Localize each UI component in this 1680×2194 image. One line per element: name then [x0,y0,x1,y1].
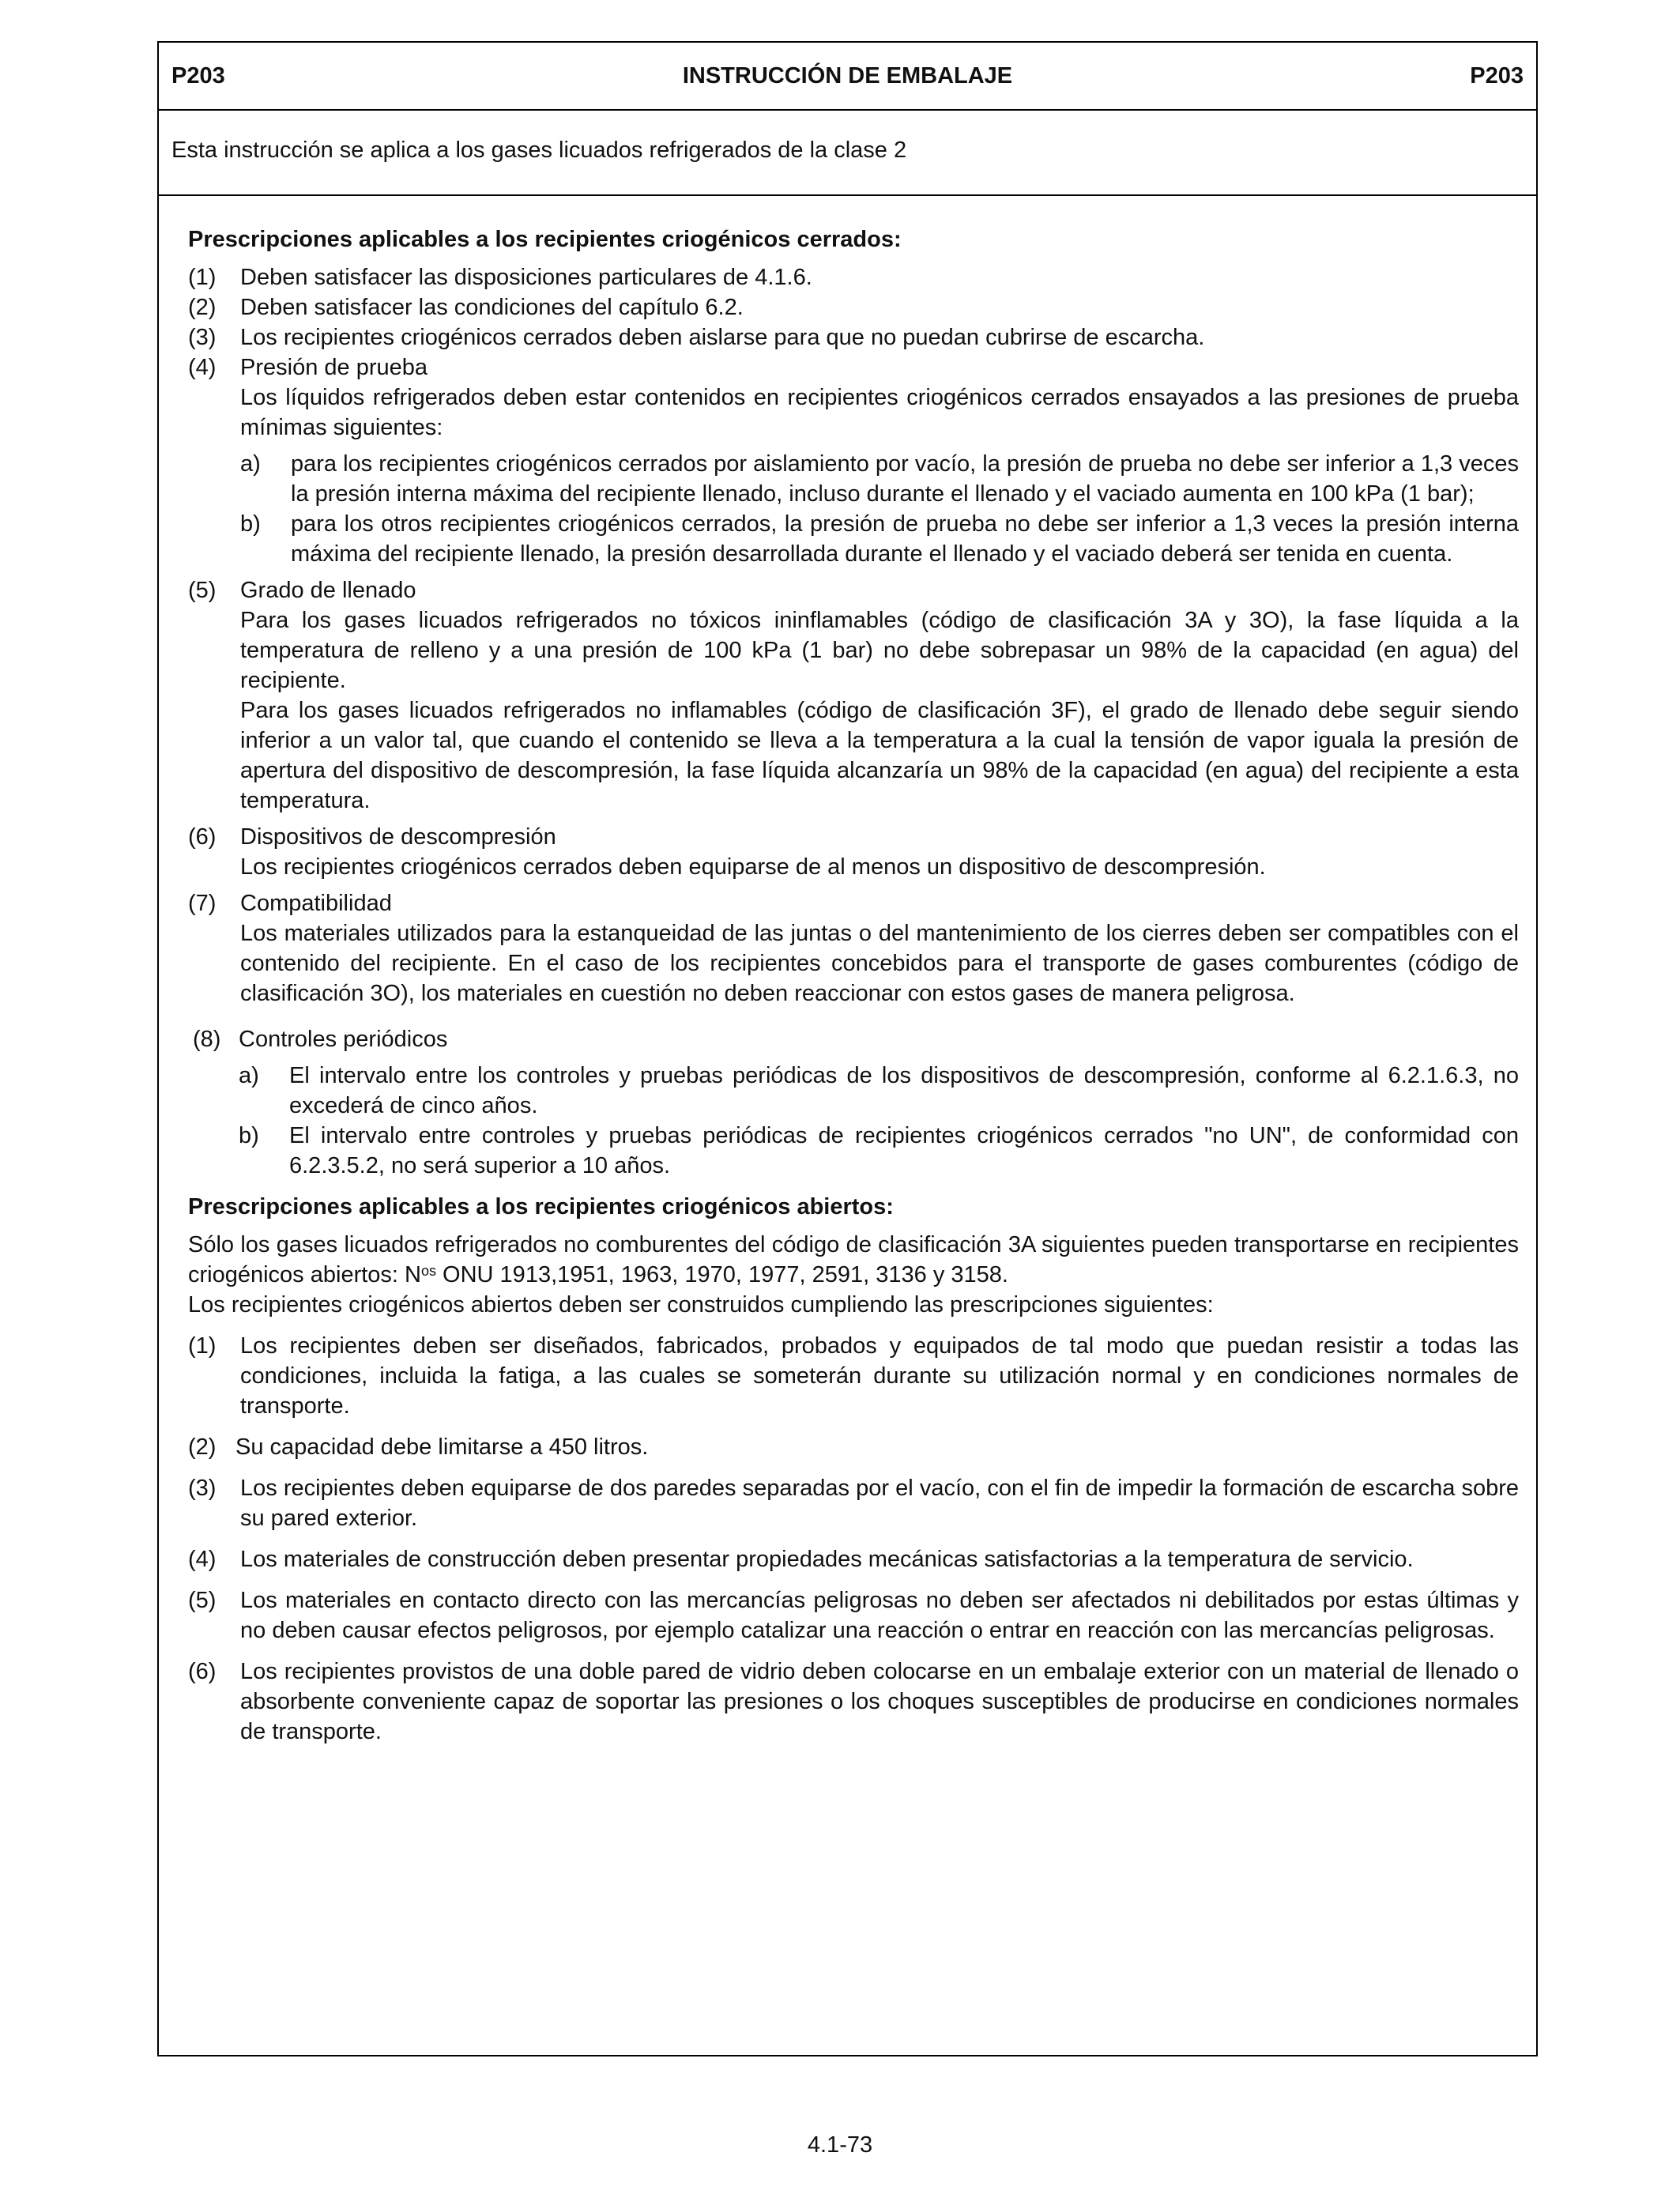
item-number: (5) [188,1588,217,1613]
item-number: (1) [188,265,217,290]
item-number: (1) [188,1333,217,1359]
sub-text: para los recipientes criogénicos cerrados por aislamiento por vacío, la presión de prueba no debe ser inferior a 1,3 veces la presión interna máxima del recipiente llenado, incluso durante el llenado y el vaciado aumenta en 100 kPa (1 bar); [291,451,1519,507]
item-title: Presión de prueba [240,355,428,380]
closed-item-6 [188,822,1519,882]
item-text: Deben satisfacer las disposiciones particulares de 4.1.6. [240,265,812,290]
sub-letter: a) [239,1063,259,1088]
sub-item-b [240,509,1519,569]
item-number: (4) [188,1547,217,1572]
open-intro-b: ONU 1913,1951, 1963, 1970, 1977, 2591, 3136 y 3158. [436,1262,1008,1287]
closed-item-5 [188,575,1519,816]
item-number: (5) [188,578,217,603]
closed-item-2 [188,292,1519,322]
item-number: (7) [188,891,217,916]
item-number: (8) [193,1027,221,1052]
sub-item-b [239,1121,1519,1181]
item-number: (3) [188,1476,217,1501]
open-lead: Los recipientes criogénicos abiertos deben ser construidos cumpliendo las prescripciones siguientes: [188,1292,1214,1318]
open-item-4 [188,1544,1519,1574]
sub-letter: a) [240,451,261,477]
item-number: (4) [188,355,217,380]
closed-item-3 [188,322,1519,352]
item-text: Los recipientes criogénicos cerrados deben equiparse de al menos un dispositivo de descompresión. [240,854,1266,880]
open-item-2 [188,1432,1519,1462]
item-paragraph-1: Para los gases licuados refrigerados no tóxicos ininflamables (código de clasificación 3A y 3O), la fase líquida a la temperatura de relleno y a una presión de 100 kPa (1 bar) no debe sobrepasar un 98% de la capacidad (en agua) del recipiente. [240,608,1519,693]
sub-text: El intervalo entre controles y pruebas periódicas de recipientes criogénicos cerrados "no UN", de conformidad con 6.2.3.5.2, no será superior a 10 años. [289,1123,1519,1178]
item-number: (2) [188,295,217,320]
table-content [159,196,1536,1747]
closed-item-4 [188,352,1519,569]
closed-item-8 [188,1024,1519,1181]
item-text: Los recipientes deben equiparse de dos paredes separadas por el vacío, con el fin de impedir la formación de escarcha sobre su pared exterior. [240,1476,1519,1531]
open-intro-a: Sólo los gases licuados refrigerados no comburentes del código de clasificación 3A siguientes pueden transportarse en recipientes criogénicos abiertos: N [188,1232,1519,1287]
item-title: Compatibilidad [240,891,392,916]
open-item-6 [188,1657,1519,1747]
table-header [159,43,1536,111]
item-text: Los materiales utilizados para la estanqueidad de las juntas o del mantenimiento de los cierres deben ser compatibles con el contenido del recipiente. En el caso de los recipientes concebidos para el transporte de gases comburentes (código de clasificación 3O), los materiales en cuestión no deben reaccionar con estos gases de manera peligrosa. [240,921,1519,1006]
item-number: (3) [188,325,217,350]
header-code-left: P203 [171,63,225,89]
item-text: Su capacidad debe limitarse a 450 litros. [235,1434,649,1460]
sub-letter: b) [240,511,261,537]
open-intro [188,1230,1519,1290]
item-text: Los materiales en contacto directo con las mercancías peligrosas no deben ser afectados ni debilitados por estas últimas y no deben causar efectos peligrosos, por ejemplo catalizar una reacción o entrar en reacción con las mercancías peligrosas. [240,1588,1519,1643]
sub-text: para los otros recipientes criogénicos cerrados, la presión de prueba no debe ser inferior a 1,3 veces la presión interna máxima del recipiente llenado, la presión desarrollada durante el llenado y el vaciado deberá ser tenida en cuenta. [291,511,1519,567]
closed-item-1 [188,262,1519,292]
item-paragraph-2: Para los gases licuados refrigerados no inflamables (código de clasificación 3F), el grado de llenado debe seguir siendo inferior a un valor tal, que cuando el contenido se lleva a la temperatura a la cual la tensión de vapor iguala la presión de apertura del dispositivo de descompresión, la fase líquida alcanzaría un 98% de la capacidad (en agua) del recipiente a esta temperatura. [240,698,1519,813]
sub-item-a [239,1061,1519,1121]
item-text: Los recipientes deben ser diseñados, fabricados, probados y equipados de tal modo que puedan resistir a todas las condiciones, incluida la fatiga, a las cuales se someterán durante su utilización normal y en condiciones normales de transporte. [240,1333,1519,1419]
item-number: (6) [188,824,217,850]
item-text: Los líquidos refrigerados deben estar contenidos en recipientes criogénicos cerrados ensayados a las presiones de prueba mínimas siguientes: [240,385,1519,440]
header-code-right: P203 [1470,63,1524,89]
packing-instruction-table [157,41,1538,2056]
open-item-3 [188,1473,1519,1533]
item-number: (6) [188,1659,217,1684]
header-title: INSTRUCCIÓN DE EMBALAJE [682,63,1013,89]
item-title: Grado de llenado [240,578,416,603]
item-title: Controles periódicos [239,1027,448,1052]
item-title: Dispositivos de descompresión [240,824,556,850]
item-text: Los materiales de construcción deben presentar propiedades mecánicas satisfactorias a la temperatura de servicio. [240,1547,1414,1572]
sub-letter: b) [239,1123,259,1148]
item-text: Los recipientes provistos de una doble pared de vidrio deben colocarse en un embalaje exterior con un material de llenado o absorbente conveniente capaz de soportar las presiones o los choques susceptibles de producirse en condiciones normales de transporte. [240,1659,1519,1744]
item-number: (2) [188,1434,217,1460]
sub-text: El intervalo entre los controles y pruebas periódicas de los dispositivos de descompresión, conforme al 6.2.1.6.3, no excederá de cinco años. [289,1063,1519,1118]
open-heading: Prescripciones aplicables a los recipientes criogénicos abiertos: [188,1194,894,1220]
open-intro-superscript: os [420,1263,436,1279]
page-number: 4.1-73 [807,2132,873,2158]
item-text: Los recipientes criogénicos cerrados deben aislarse para que no puedan cubrirse de escarcha. [240,325,1205,350]
item-text: Deben satisfacer las condiciones del capítulo 6.2. [240,295,744,320]
open-item-5 [188,1585,1519,1646]
sub-item-a [240,449,1519,509]
closed-item-7 [188,888,1519,1008]
scope-statement: Esta instrucción se aplica a los gases licuados refrigerados de la clase 2 [159,111,1536,196]
open-item-1 [188,1331,1519,1421]
closed-heading: Prescripciones aplicables a los recipientes criogénicos cerrados: [188,227,902,252]
